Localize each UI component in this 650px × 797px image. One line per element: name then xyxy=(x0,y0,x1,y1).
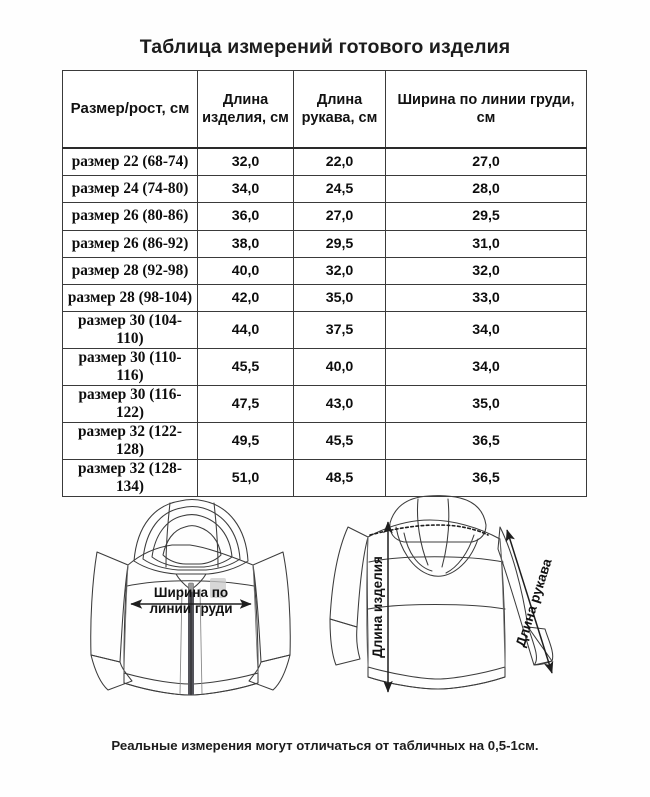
table-row xyxy=(63,423,587,460)
cell-length: 42,0 xyxy=(198,284,294,311)
cell-length: 34,0 xyxy=(198,176,294,203)
cell-chest: 36,5 xyxy=(386,460,587,497)
footer-note: Реальные измерения могут отличаться от табличных на 0,5-1см. xyxy=(111,738,539,753)
table-row xyxy=(63,257,587,284)
cell-sleeve: 35,0 xyxy=(294,284,386,311)
table-header-row xyxy=(63,71,587,149)
table-row xyxy=(63,312,587,349)
cell-size: размер 22 (68-74) xyxy=(63,148,198,176)
column-header-chest: Ширина по линии груди, см xyxy=(386,71,587,149)
table-row xyxy=(63,176,587,203)
column-header-length: Длина изделия, см xyxy=(198,71,294,149)
cell-size: размер 26 (80-86) xyxy=(63,203,198,230)
garment-illustrations xyxy=(0,487,650,717)
cell-size: размер 30 (110-116) xyxy=(63,349,198,386)
cell-length: 51,0 xyxy=(198,460,294,497)
cell-sleeve: 27,0 xyxy=(294,203,386,230)
cell-size: размер 30 (104-110) xyxy=(63,312,198,349)
chest-width-label-line1: Ширина по xyxy=(153,585,229,600)
cell-chest: 29,5 xyxy=(386,203,587,230)
table-header xyxy=(63,71,587,149)
cell-size: размер 28 (98-104) xyxy=(63,284,198,311)
cell-length: 40,0 xyxy=(198,257,294,284)
cell-chest: 32,0 xyxy=(386,257,587,284)
cell-length: 36,0 xyxy=(198,203,294,230)
cell-sleeve: 43,0 xyxy=(294,386,386,423)
cell-sleeve: 32,0 xyxy=(294,257,386,284)
cell-sleeve: 24,5 xyxy=(294,176,386,203)
chest-width-label-line2: линии груди xyxy=(149,601,233,616)
column-header-sleeve: Длина рукава, см xyxy=(294,71,386,149)
cell-chest: 33,0 xyxy=(386,284,587,311)
cell-chest: 36,5 xyxy=(386,423,587,460)
cell-length: 49,5 xyxy=(198,423,294,460)
cell-size: размер 26 (86-92) xyxy=(63,230,198,257)
cell-chest: 35,0 xyxy=(386,386,587,423)
cell-size: размер 28 (92-98) xyxy=(63,257,198,284)
cell-length: 47,5 xyxy=(198,386,294,423)
cell-length: 38,0 xyxy=(198,230,294,257)
cell-size: размер 24 (74-80) xyxy=(63,176,198,203)
table-row xyxy=(63,148,587,176)
hoodie-back-illustration xyxy=(330,496,553,689)
cell-chest: 34,0 xyxy=(386,349,587,386)
table-row xyxy=(63,230,587,257)
table-body xyxy=(63,148,587,497)
cell-size: размер 32 (122-128) xyxy=(63,423,198,460)
cell-sleeve: 40,0 xyxy=(294,349,386,386)
cell-sleeve: 37,5 xyxy=(294,312,386,349)
cell-length: 44,0 xyxy=(198,312,294,349)
table-row xyxy=(63,386,587,423)
cell-chest: 34,0 xyxy=(386,312,587,349)
cell-length: 32,0 xyxy=(198,148,294,176)
cell-sleeve: 29,5 xyxy=(294,230,386,257)
cell-chest: 27,0 xyxy=(386,148,587,176)
cell-sleeve: 45,5 xyxy=(294,423,386,460)
cell-chest: 28,0 xyxy=(386,176,587,203)
table-row xyxy=(63,284,587,311)
page-title: Таблица измерений готового изделия xyxy=(139,36,511,58)
cell-sleeve: 48,5 xyxy=(294,460,386,497)
cell-chest: 31,0 xyxy=(386,230,587,257)
measurements-table xyxy=(62,70,587,497)
column-header-size: Размер/рост, см xyxy=(63,71,198,149)
cell-size: размер 32 (128-134) xyxy=(63,460,198,497)
measurements-table-container xyxy=(62,70,586,497)
cell-length: 45,5 xyxy=(198,349,294,386)
table-row xyxy=(63,203,587,230)
body-length-label: Длина изделия xyxy=(370,556,385,658)
cell-sleeve: 22,0 xyxy=(294,148,386,176)
table-row xyxy=(63,349,587,386)
cell-size: размер 30 (116-122) xyxy=(63,386,198,423)
sleeve-length-label: Длина рукава xyxy=(512,556,555,649)
